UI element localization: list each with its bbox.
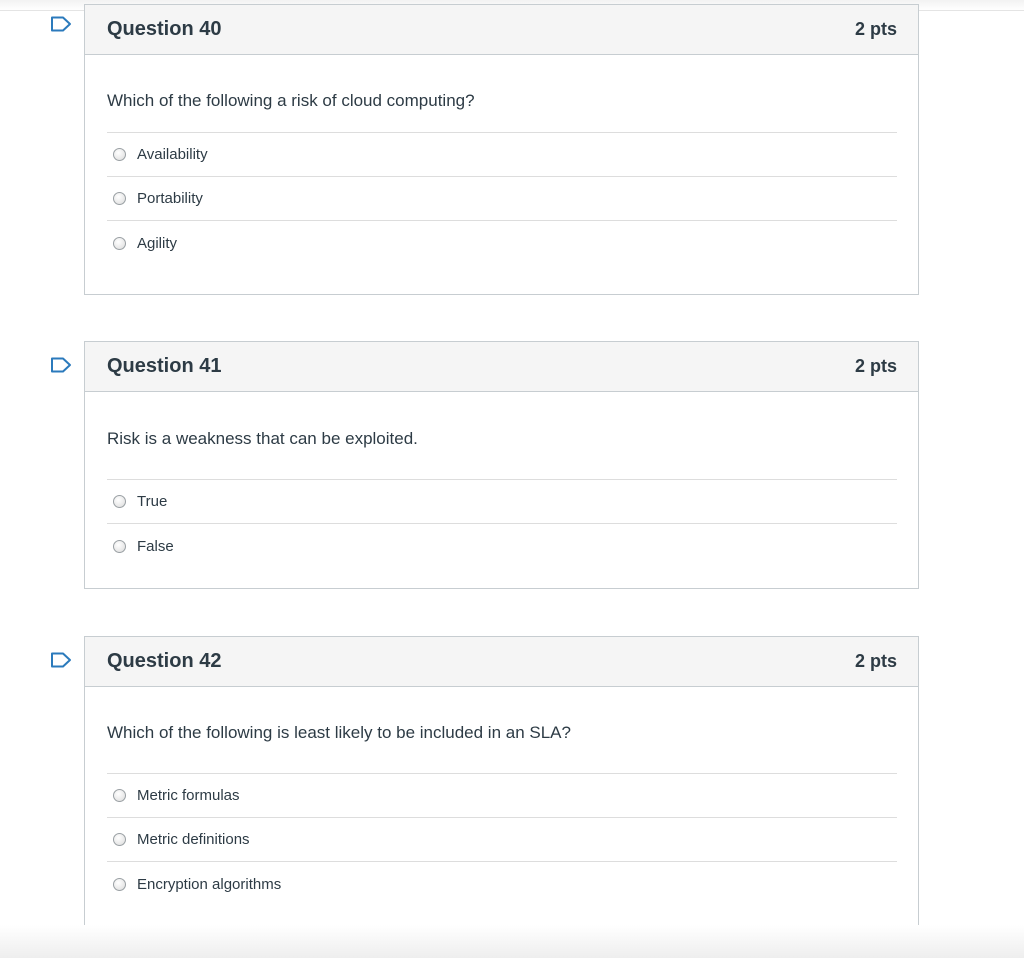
- answer-label[interactable]: False: [137, 537, 174, 555]
- question-title: Question 42: [107, 650, 222, 672]
- bottom-page-fade: [0, 925, 1024, 958]
- question-points: 2 pts: [854, 19, 897, 39]
- answer-list: [107, 132, 897, 265]
- answer-option[interactable]: [107, 524, 897, 568]
- question-body: [85, 55, 918, 265]
- answer-list: [107, 773, 897, 906]
- radio-button[interactable]: [113, 540, 126, 553]
- question-text: Risk is a weakness that can be exploited.: [107, 429, 418, 448]
- bookmark-flag-icon[interactable]: [50, 16, 72, 32]
- question-title: Question 41: [107, 355, 222, 377]
- answer-label[interactable]: Agility: [137, 234, 178, 252]
- answer-label[interactable]: True: [137, 493, 168, 510]
- answer-option[interactable]: [107, 862, 897, 906]
- question-text: Which of the following is least likely to be included in an SLA?: [107, 723, 571, 742]
- radio-button[interactable]: [113, 148, 126, 161]
- answer-list: [107, 479, 897, 568]
- question-title: Question 40: [107, 18, 222, 40]
- answer-option[interactable]: [107, 221, 897, 265]
- answer-option[interactable]: [107, 818, 897, 862]
- bookmark-flag-icon[interactable]: [50, 652, 72, 668]
- radio-button[interactable]: [113, 878, 126, 891]
- radio-button[interactable]: [113, 833, 126, 846]
- question-body: [85, 392, 918, 568]
- radio-button[interactable]: [113, 789, 126, 802]
- radio-button[interactable]: [113, 237, 126, 250]
- answer-option[interactable]: [107, 133, 897, 177]
- radio-button[interactable]: [113, 495, 126, 508]
- bookmark-flag-icon[interactable]: [50, 357, 72, 373]
- answer-option[interactable]: [107, 774, 897, 818]
- answer-label[interactable]: Encryption algorithms: [137, 875, 282, 893]
- question-header: [85, 5, 918, 55]
- answer-option[interactable]: [107, 177, 897, 221]
- answer-option[interactable]: [107, 480, 897, 524]
- question-header: [85, 637, 918, 687]
- question-points: 2 pts: [854, 356, 897, 376]
- question-points: 2 pts: [854, 651, 897, 671]
- question-body: [85, 687, 918, 906]
- question-text: Which of the following a risk of cloud computing?: [107, 91, 475, 110]
- radio-button[interactable]: [113, 192, 126, 205]
- answer-label[interactable]: Metric formulas: [137, 787, 240, 804]
- answer-label[interactable]: Portability: [137, 190, 203, 207]
- question-41-card: [84, 341, 919, 589]
- question-header: [85, 342, 918, 392]
- question-40-card: [84, 4, 919, 295]
- answer-label[interactable]: Availability: [137, 146, 208, 163]
- answer-label[interactable]: Metric definitions: [137, 831, 250, 848]
- question-42-card: [84, 636, 919, 928]
